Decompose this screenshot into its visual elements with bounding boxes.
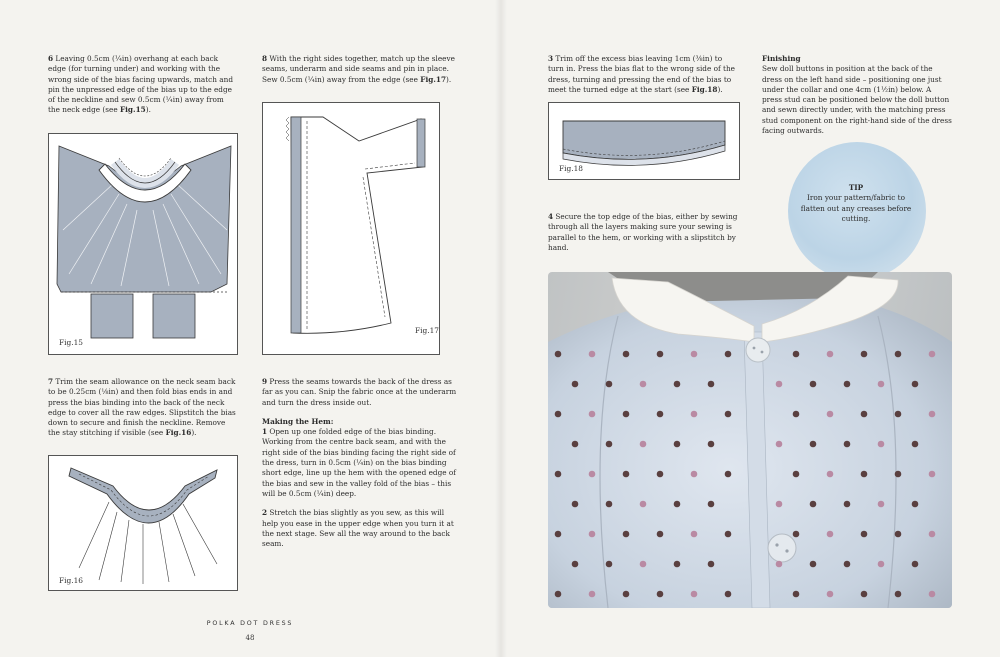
fig-17-label: Fig.17 <box>415 326 439 335</box>
polka-dot <box>827 411 834 418</box>
polka-dot <box>674 561 681 568</box>
polka-dot <box>555 531 562 538</box>
polka-dot <box>844 561 851 568</box>
fig-18-label: Fig.18 <box>559 164 583 173</box>
polka-dot <box>708 501 715 508</box>
running-footer-title: POLKA DOT DRESS <box>206 620 294 627</box>
finishing-heading: Finishing <box>762 54 801 63</box>
step-9-and-hem-text: 9 Press the seams towards the back of the dress as far as you can. Snip the fabric once at the underarm and turn the dress inside out. Making the Hem: 1 Open up one folded edge of the bias binding. Working from the centre back seam, and with the right side of the bias binding facing the right side of the dress, turn in 0.5cm (¼in) on the bias binding short edge, line up the hem with the opened edge of the bias and sew in the valley fold of the bias – this will be 0.5cm (¼in) deep. 2 Stretch the bias slightly as you sew, as this will help you ease in the upper edge when you turn it at the next stage. Sew all the way around to the back seam. <box>262 377 457 549</box>
polka-dot <box>657 531 664 538</box>
polka-dot <box>861 531 868 538</box>
polka-dot <box>878 381 885 388</box>
polka-dot <box>657 471 664 478</box>
polka-dot <box>810 501 817 508</box>
polka-dot <box>861 411 868 418</box>
hem-heading: Making the Hem: <box>262 416 334 426</box>
polka-dot <box>555 471 562 478</box>
polka-dot <box>708 441 715 448</box>
polka-dot <box>929 471 936 478</box>
polka-dot <box>708 381 715 388</box>
polka-dot <box>776 381 783 388</box>
polka-dot <box>623 591 630 598</box>
polka-dot <box>929 591 936 598</box>
polka-dot <box>861 471 868 478</box>
polka-dot <box>776 561 783 568</box>
side-seam-diagram <box>263 103 441 356</box>
polka-dot <box>657 591 664 598</box>
polka-dot <box>844 501 851 508</box>
polka-dot <box>606 561 613 568</box>
polka-dot <box>657 411 664 418</box>
polka-dot <box>691 351 698 358</box>
polka-dot <box>725 411 732 418</box>
tip-heading: TIP <box>848 183 864 192</box>
polka-dot <box>623 351 630 358</box>
polka-dot <box>555 411 562 418</box>
polka-dot <box>572 501 579 508</box>
polka-dot <box>691 531 698 538</box>
polka-dot <box>725 531 732 538</box>
polka-dot <box>674 441 681 448</box>
polka-dot <box>929 411 936 418</box>
polka-dot <box>589 531 596 538</box>
polka-dot <box>606 501 613 508</box>
polka-dot <box>555 351 562 358</box>
polka-dot <box>589 591 596 598</box>
dress-photo-illustration <box>548 272 952 608</box>
polka-dot <box>640 441 647 448</box>
polka-dot <box>810 441 817 448</box>
neckline-bias-diagram <box>49 134 239 356</box>
step-7-text: 7 Trim the seam allowance on the neck seam back to be 0.25cm (⅛in) and then fold bias ends in and press the bias binding into the back of the neck edge to cover all the raw edges. Slipstitch the bias down to secure and finish the neckline. Remove the stay stitching if visible (see Fig.16). <box>48 377 236 438</box>
step-6-text: 6 Leaving 0.5cm (¼in) overhang at each back edge (for turning under) and working with the wrong side of the bias facing upwards, match and pin the unpressed edge of the bias up to the edge of the neckline and sew 0.5cm (¼in) away from the neck edge (see Fig.15). <box>48 54 234 115</box>
polka-dot-dress-photo <box>548 272 952 608</box>
polka-dot <box>878 441 885 448</box>
polka-dot <box>691 411 698 418</box>
polka-dot <box>895 531 902 538</box>
polka-dot <box>725 351 732 358</box>
polka-dot <box>844 381 851 388</box>
polka-dot <box>623 471 630 478</box>
figure-16 <box>48 455 238 591</box>
polka-dot <box>606 381 613 388</box>
polka-dot <box>895 471 902 478</box>
polka-dot <box>793 591 800 598</box>
polka-dot <box>895 591 902 598</box>
polka-dot <box>912 561 919 568</box>
polka-dot <box>674 381 681 388</box>
fig-16-label: Fig.16 <box>59 576 83 585</box>
polka-dot <box>776 441 783 448</box>
polka-dot <box>691 471 698 478</box>
polka-dot <box>793 351 800 358</box>
figure-15 <box>48 133 238 355</box>
polka-dot <box>776 501 783 508</box>
polka-dot <box>844 441 851 448</box>
polka-dot <box>725 471 732 478</box>
polka-dot <box>793 471 800 478</box>
polka-dot <box>640 381 647 388</box>
page-gutter <box>495 0 507 657</box>
polka-dot <box>623 531 630 538</box>
polka-dot <box>895 351 902 358</box>
polka-dot <box>861 351 868 358</box>
polka-dot <box>623 411 630 418</box>
polka-dot <box>606 441 613 448</box>
polka-dot <box>708 561 715 568</box>
figure-18 <box>548 102 740 180</box>
polka-dot <box>674 501 681 508</box>
polka-dot <box>793 411 800 418</box>
polka-dot <box>895 411 902 418</box>
polka-dot <box>572 561 579 568</box>
polka-dot <box>912 441 919 448</box>
polka-dot <box>810 561 817 568</box>
polka-dot <box>640 561 647 568</box>
finishing-text: Sew doll buttons in position at the back of the dress on the left hand side – positioning one just under the collar and one 4cm (1½in) below. A press stud can be positioned below the doll button and sewn directly under, with the matching press stud component on the right-hand side of the dress facing outwards. <box>762 64 952 136</box>
hem-step-4-text: 4 Secure the top edge of the bias, either by sewing through all the layers making sure your sewing is parallel to the hem, or working with a slipstitch by hand. <box>548 212 738 252</box>
polka-dot <box>572 441 579 448</box>
polka-dot <box>640 501 647 508</box>
polka-dot <box>572 381 579 388</box>
step-8-text: 8 With the right sides together, match up the sleeve seams, underarm and side seams and pin in place. Sew 0.5cm (¼in) away from the edge (see Fig.17). <box>262 54 455 84</box>
polka-dot <box>912 381 919 388</box>
polka-dot <box>589 351 596 358</box>
neck-binding-diagram <box>49 456 239 592</box>
polka-dot <box>827 591 834 598</box>
polka-dot <box>589 471 596 478</box>
polka-dot <box>725 591 732 598</box>
fig-15-label: Fig.15 <box>59 338 83 347</box>
polka-dot <box>555 591 562 598</box>
figure-17 <box>262 102 440 355</box>
page-number: 48 <box>245 634 255 642</box>
tip-body: Iron your pattern/fabric to flatten out any creases before cutting. <box>800 193 912 223</box>
polka-dot <box>878 501 885 508</box>
polka-dot <box>878 561 885 568</box>
polka-dot <box>912 501 919 508</box>
hem-step-3-text: 3 Trim off the excess bias leaving 1cm (⅜in) to turn in. Press the bias flat to the wrong side of the dress, turning and pressing the end of the bias to meet the turned edge at the start (see Fig.18). <box>548 54 735 94</box>
finishing-section <box>762 54 952 136</box>
polka-dot <box>810 381 817 388</box>
polka-dot <box>861 591 868 598</box>
polka-dot <box>929 351 936 358</box>
polka-dot <box>827 531 834 538</box>
polka-dot <box>929 531 936 538</box>
polka-dot <box>589 411 596 418</box>
polka-dot <box>793 531 800 538</box>
polka-dot <box>827 351 834 358</box>
polka-dot <box>657 351 664 358</box>
polka-dot <box>827 471 834 478</box>
polka-dot <box>691 591 698 598</box>
tip-callout <box>800 183 912 224</box>
